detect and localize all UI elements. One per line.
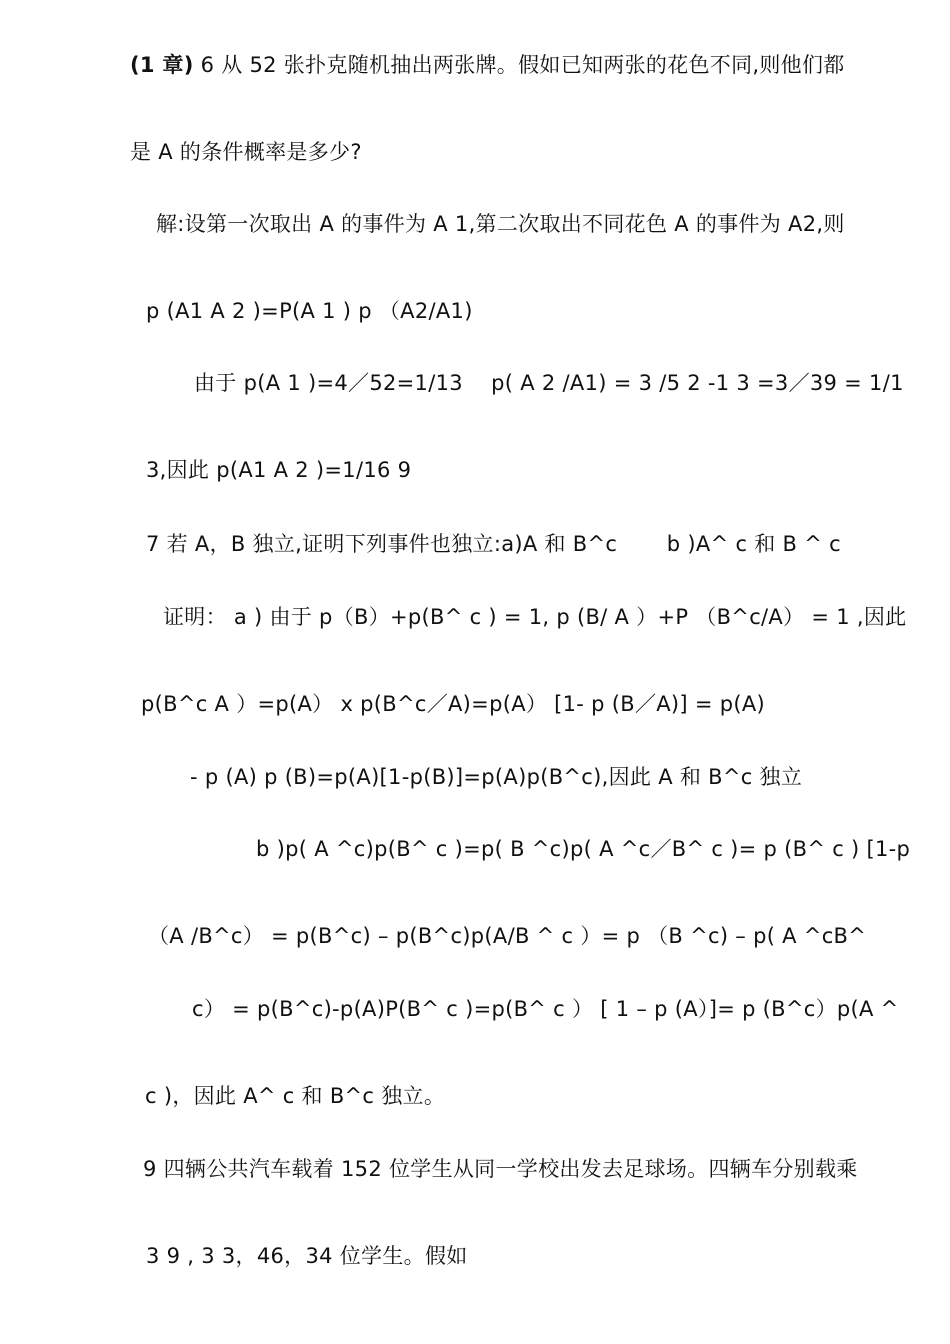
proof-7-line-3: - p (A) p (B)=p(A)[1-p(B)]=p(A)p(B^c),因此 A 和 B^c 独立	[190, 765, 803, 789]
proof-7-line-2: p(B^c A ）=p(A） x p(B^c／A)=p(A） [1- p (B／A)] = p(A)	[141, 692, 766, 716]
proof-7b-line-3: c） = p(B^c)-p(A)P(B^ c )=p(B^ c ） [ 1 – p (A）]= p (B^c）p(A ^	[192, 997, 899, 1021]
problem-9-line-2: 3 9 , 3 3，46，34 位学生。假如	[146, 1244, 468, 1268]
chapter-label: (1 章)	[130, 53, 194, 77]
solution-6-result: 3,因此 p(A1 A 2 )=1/16 9	[146, 458, 412, 482]
problem-6-text: 6 从 52 张扑克随机抽出两张牌。假如已知两张的花色不同,则他们都	[193, 53, 845, 77]
problem-6-line-2: 是 A 的条件概率是多少?	[130, 140, 362, 164]
problem-6-line-1	[130, 52, 845, 78]
proof-7b-line-1: b )p( A ^c)p(B^ c )=p( B ^c)p( A ^c／B^ c )= p (B^ c ) [1-p	[256, 837, 911, 861]
solution-6-line-1: 解:设第一次取出 A 的事件为 A 1,第二次取出不同花色 A 的事件为 A2,则	[156, 212, 845, 236]
proof-7b-conclusion: c )，因此 A^ c 和 B^c 独立。	[145, 1084, 446, 1108]
solution-6-formula: p (A1 A 2 )=P(A 1 ) p （A2/A1)	[146, 299, 473, 323]
proof-7b-line-2: （A /B^c） = p(B^c) – p(B^c)p(A/B ^ c ）= p （B ^c) – p( A ^cB^	[148, 924, 867, 948]
proof-7-line-1: 证明： a ) 由于 p（B）+p(B^ c ) = 1, p (B/ A ）+P （B^c/A） = 1 ,因此	[163, 605, 907, 629]
problem-9-line-1: 9 四辆公共汽车载着 152 位学生从同一学校出发去足球场。四辆车分别载乘	[143, 1157, 858, 1181]
solution-6-line-3: 由于 p(A 1 )=4／52=1/13 p( A 2 /A1) = 3 /5 2 -1 3 =3／39 = 1/1	[194, 371, 904, 395]
problem-7-statement: 7 若 A，B 独立,证明下列事件也独立:a)A 和 B^c b )A^ c 和 B ^ c	[146, 532, 841, 556]
